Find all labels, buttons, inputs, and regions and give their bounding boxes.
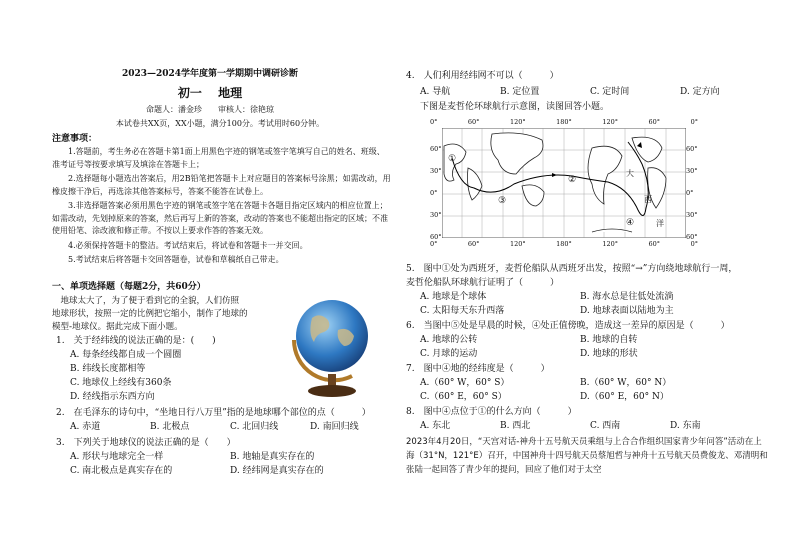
q1-option-c[interactable]: C. 地球仪上经线有360条 xyxy=(70,378,172,388)
map-bottom-ticks xyxy=(430,240,698,248)
note-item: 2.选择题每小题选出答案后，用2B铅笔把答题卡上对应题目的答案标号涂黑；如需改动，用橡皮擦干净后，再选涂其他答案标号，答案不能答在试卷上。 xyxy=(52,174,391,196)
q8-option-a[interactable]: A. 东北 xyxy=(420,421,451,431)
map-tick: 180° xyxy=(556,240,572,248)
q6-options-row1 xyxy=(420,334,750,346)
map-lat-label: 30° xyxy=(686,211,698,219)
q2-stem: 2. 在毛泽东的诗句中，“坐地日行八万里”指的是地球哪个部位的点（ ） xyxy=(56,408,371,418)
q3-option-b[interactable]: B. 地轴是真实存在的 xyxy=(230,452,315,462)
q7-option-c[interactable]: C.（60° E，60° S） xyxy=(420,392,507,402)
q2-option-b[interactable]: B. 北极点 xyxy=(150,422,190,432)
map-tick: 120° xyxy=(509,118,526,126)
map-lat-label: 60° xyxy=(686,145,698,153)
map-lat-labels-left xyxy=(430,138,442,248)
notes-list xyxy=(52,146,392,267)
exam-title: 2023—2024学年度第一学期期中调研诊断 xyxy=(121,69,299,79)
q8-option-d[interactable]: D. 东南 xyxy=(670,421,701,431)
map-tick: 60° xyxy=(467,240,480,248)
q3-options-row2 xyxy=(70,465,390,477)
map-tick: 120° xyxy=(509,240,526,248)
q4-option-c[interactable]: C. 定时间 xyxy=(590,87,630,97)
intro-line: 模型-地球仪。据此完成下面小题。 xyxy=(52,322,183,332)
map-tick: 60° xyxy=(467,118,480,126)
note-item: 3.非选择题答案必须用黑色字迹的钢笔或签字笔在答题卡各题目指定区域内的相应位置上；如需改动，先划掉原来的答案，然后再写上新的答案，改动的答案也不能超出指定的区域；不准使用铅笔、涂改液和修正带。不按以上要求作答的答案无效。 xyxy=(52,201,388,235)
q5-options-row2 xyxy=(420,305,750,317)
q6-stem: 6. 当图中⑤处是早晨的时候，④处正值傍晚，造成这一差异的原因是（ ） xyxy=(406,321,730,331)
q5-option-d[interactable]: D. 地球表面以陆地为主 xyxy=(580,306,674,316)
q6-option-b[interactable]: B. 地球的自转 xyxy=(580,335,638,345)
map-tick: 0° xyxy=(690,118,698,126)
map-tick: 180° xyxy=(556,118,572,126)
q5-option-a[interactable]: A. 地球是个球体 xyxy=(420,292,487,302)
q4-option-a[interactable]: A. 导航 xyxy=(420,87,451,97)
q8-options xyxy=(420,420,750,432)
globe-base xyxy=(308,385,356,397)
q1-option-a[interactable]: A. 每条经线都自成一个圆圈 xyxy=(70,350,182,360)
map-tick: 120° xyxy=(602,240,618,248)
map-tick: 0° xyxy=(690,240,698,248)
map-marker-4: ④ xyxy=(626,218,635,228)
note-item: 1.答题前，考生务必在答题卡第1面上用黑色字迹的钢笔或签字笔填写自己的姓名、班级、准考证号等按要求填写及填涂在答题卡上； xyxy=(52,147,385,169)
q3-options-row1 xyxy=(70,451,390,463)
globe-sphere xyxy=(296,300,368,372)
q4-stem: 4. 人们利用经纬网不可以（ ） xyxy=(406,71,559,81)
q8-option-c[interactable]: C. 西南 xyxy=(590,421,621,431)
map-lat-label: 0° xyxy=(430,189,438,197)
map-marker-3: ③ xyxy=(498,196,507,206)
section-heading: 一、单项选择题（每题2分，共60分） xyxy=(52,282,206,292)
q8-stem: 8. 图中④点位于①的什么方向（ ） xyxy=(406,407,577,417)
q5-stem: 5. 图中①处为西班牙，麦哲伦船队从西班牙出发，按照“→”方向绕地球航行一周，麦哲伦船队环球航行证明了（ ） xyxy=(406,264,738,288)
q4-option-d[interactable]: D. 定方向 xyxy=(680,87,720,97)
map-lat-labels-right xyxy=(686,138,698,248)
q6-options-row2 xyxy=(420,348,750,360)
map-grid xyxy=(442,128,686,238)
q2-option-d[interactable]: D. 南回归线 xyxy=(310,422,359,432)
q6-option-c[interactable]: C. 月球的运动 xyxy=(420,349,478,359)
q7-option-d[interactable]: D.（60° E，60° N） xyxy=(580,392,669,402)
q7-stem: 7. 图中④地的经纬度是（ ） xyxy=(406,364,550,374)
map-marker-1: ① xyxy=(448,154,457,164)
note-item: 5.考试结束后将答题卡交回答题卷，试卷和草稿纸自己带走。 xyxy=(68,255,284,264)
map-lat-label: 60° xyxy=(430,233,442,241)
q2-option-a[interactable]: A. 赤道 xyxy=(70,422,101,432)
q5-option-c[interactable]: C. 太阳每天东升西落 xyxy=(420,306,505,316)
map-tick: 60° xyxy=(648,240,661,248)
q2-option-c[interactable]: C. 北回归线 xyxy=(230,422,279,432)
q5-options-row1 xyxy=(420,291,750,303)
note-item: 4.必须保持答题卡的整洁。考试结束后，将试卷和答题卡一并交回。 xyxy=(68,240,308,250)
q7-option-b[interactable]: B.（60° W，60° N） xyxy=(580,378,672,388)
q6-option-d[interactable]: D. 地球的形状 xyxy=(580,349,638,359)
map-lat-label: 60° xyxy=(686,233,698,241)
q3-option-d[interactable]: D. 经纬网是真实存在的 xyxy=(230,466,324,476)
q7-options-row1 xyxy=(420,377,750,389)
reading-passage: 2023年4月20日，“天宫对话-神舟十五号航天员乘组与上合合作组织国家青少年问答”活动在上海（31°N，121°E）召开，中国神舟十四号航天员蔡旭哲与神舟十五号航天员费俊龙、邓清明和张陆一起回答了青少年的提问，回应了他们对于太空 xyxy=(406,437,768,475)
map-lat-label: 30° xyxy=(686,167,698,175)
map-ocean-char: 大 xyxy=(626,169,634,178)
map-marker-2: ② xyxy=(568,175,577,185)
q3-option-a[interactable]: A. 形状与地球完全一样 xyxy=(70,452,164,462)
exam-info: 本试卷共XX页，XX小题，满分100分。考试用时60分钟。 xyxy=(115,119,325,128)
map-ocean-char: 洋 xyxy=(656,219,664,228)
magellan-map xyxy=(430,118,698,250)
q1-option-d[interactable]: D. 经线指示东西方向 xyxy=(70,392,155,402)
exam-authors: 命题人：潘金珍 审核人：徐艳琼 xyxy=(146,105,274,114)
intro-line: 地球形状，按照一定的比例把它缩小，制作了地球的 xyxy=(52,309,248,319)
q1-stem: 1. 关于经纬线的说法正确的是：( ) xyxy=(56,336,216,346)
q3-option-c[interactable]: C. 南北极点是真实存在的 xyxy=(70,466,173,476)
notes-heading: 注意事项： xyxy=(52,134,98,144)
q1-option-b[interactable]: B. 纬线长度都相等 xyxy=(70,364,146,374)
map-lat-label: 30° xyxy=(430,167,442,175)
q3-stem: 3. 下列关于地球仪的说法正确的是（ ） xyxy=(56,438,236,448)
map-tick: 120° xyxy=(602,118,618,126)
exam-subtitle: 初一 地理 xyxy=(177,86,243,100)
map-tick: 0° xyxy=(430,240,438,248)
map-lat-label: 60° xyxy=(430,145,442,153)
q7-options-row2 xyxy=(420,391,750,403)
map-intro: 下图是麦哲伦环球航行示意图，读图回答小题。 xyxy=(420,102,610,112)
intro-line: 地球太大了，为了便于看到它的全貌，人们仿照 xyxy=(52,296,240,306)
intro-text xyxy=(52,295,292,334)
q5-option-b[interactable]: B. 海水总是往低处流淌 xyxy=(580,292,674,302)
q4-options xyxy=(420,86,760,98)
map-lat-label: 0° xyxy=(686,189,694,197)
map-tick: 60° xyxy=(648,118,661,126)
q6-option-a[interactable]: A. 地球的公转 xyxy=(420,335,478,345)
map-lat-label: 30° xyxy=(430,211,442,219)
map-top-ticks xyxy=(430,118,698,126)
map-ocean-char: 西 xyxy=(644,195,652,204)
map-tick: 0° xyxy=(430,118,438,126)
q2-options xyxy=(70,421,390,433)
q4-option-b[interactable]: B. 定位置 xyxy=(500,87,540,97)
globe-illustration xyxy=(282,290,378,402)
q7-option-a[interactable]: A.（60° W，60° S） xyxy=(420,378,510,388)
q8-option-b[interactable]: B. 西北 xyxy=(500,421,531,431)
